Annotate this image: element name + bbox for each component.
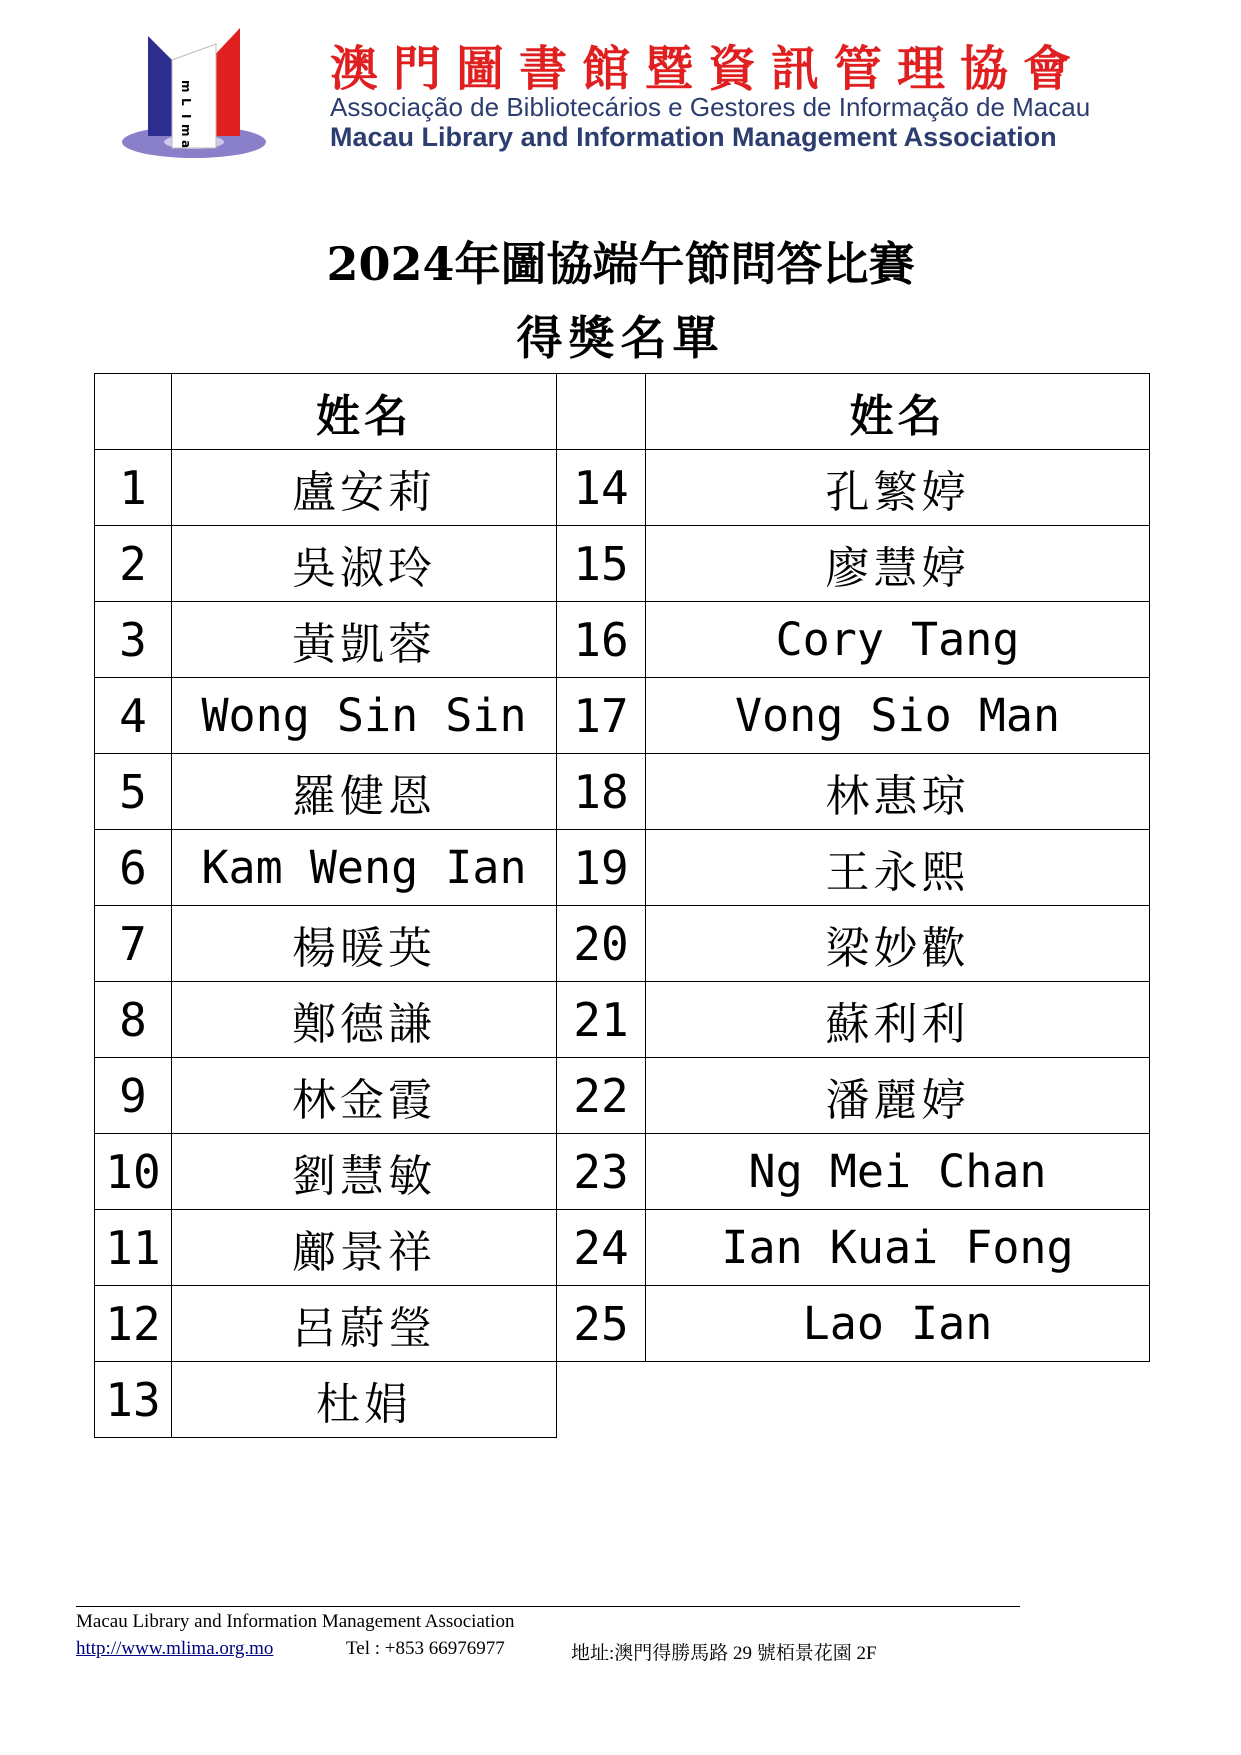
- winner-number: 5: [94, 753, 172, 830]
- footer-tel: Tel : +853 66976977: [346, 1638, 505, 1659]
- winner-number: 3: [94, 601, 172, 678]
- winner-name: 劉慧敏: [171, 1133, 557, 1210]
- winner-name: 羅健恩: [171, 753, 557, 830]
- header-name-left: 姓名: [171, 373, 557, 450]
- winner-name: 王永熙: [645, 829, 1150, 906]
- winner-number: 16: [556, 601, 646, 678]
- winner-name: 楊暖英: [171, 905, 557, 982]
- winner-name: 杜娟: [171, 1361, 557, 1438]
- winner-number: 17: [556, 677, 646, 754]
- winner-number: 2: [94, 525, 172, 602]
- winner-number: 11: [94, 1209, 172, 1286]
- svg-text:L: L: [179, 98, 193, 106]
- winner-number: 18: [556, 753, 646, 830]
- winner-number: 19: [556, 829, 646, 906]
- winner-number: 21: [556, 981, 646, 1058]
- winner-number: 20: [556, 905, 646, 982]
- org-name-portuguese: Associação de Bibliotecários e Gestores de Informação de Macau: [330, 92, 1091, 122]
- footer-contact: [76, 1638, 877, 1664]
- winner-number: 15: [556, 525, 646, 602]
- mlima-logo: [120, 24, 268, 160]
- svg-text:a: a: [179, 140, 193, 149]
- winner-number: 23: [556, 1133, 646, 1210]
- footer-divider: [76, 1606, 1020, 1607]
- org-name-english: Macau Library and Information Management Association: [330, 122, 1057, 152]
- winner-name: 林惠琼: [645, 753, 1150, 830]
- winner-name: 潘麗婷: [645, 1057, 1150, 1134]
- winner-name: 黃凱蓉: [171, 601, 557, 678]
- svg-text:m: m: [179, 124, 193, 137]
- winner-number: 14: [556, 449, 646, 526]
- website-link[interactable]: http://www.mlima.org.mo: [76, 1638, 274, 1659]
- header-blank-right: [556, 373, 646, 450]
- winner-name: Vong Sio Man: [645, 677, 1150, 754]
- org-name-chinese: 澳門圖書館暨資訊管理協會: [330, 41, 1087, 97]
- svg-text:I: I: [179, 114, 193, 119]
- winner-name: 盧安莉: [171, 449, 557, 526]
- winner-name: Lao Ian: [645, 1285, 1150, 1362]
- winner-name: 呂蔚瑩: [171, 1285, 557, 1362]
- winner-number: 4: [94, 677, 172, 754]
- winner-name: 孔繁婷: [645, 449, 1150, 526]
- winner-name: 鄺景祥: [171, 1209, 557, 1286]
- winner-name: Wong Sin Sin: [171, 677, 557, 754]
- winner-number: 9: [94, 1057, 172, 1134]
- winner-number: 22: [556, 1057, 646, 1134]
- winner-number: 8: [94, 981, 172, 1058]
- winner-number: 1: [94, 449, 172, 526]
- winner-name: 蘇利利: [645, 981, 1150, 1058]
- header-name-right: 姓名: [645, 373, 1150, 450]
- winner-number: 24: [556, 1209, 646, 1286]
- winner-name: Ng Mei Chan: [645, 1133, 1150, 1210]
- winner-number: 13: [94, 1361, 172, 1438]
- winner-name: Ian Kuai Fong: [645, 1209, 1150, 1286]
- winner-number: 6: [94, 829, 172, 906]
- document-subtitle: 得獎名單: [516, 311, 725, 365]
- winner-name: 鄭德謙: [171, 981, 557, 1058]
- winner-name: 廖慧婷: [645, 525, 1150, 602]
- winner-number: 7: [94, 905, 172, 982]
- header-blank-left: [94, 373, 172, 450]
- document-title: 2024年圖協端午節問答比賽: [326, 237, 915, 291]
- winner-number: 25: [556, 1285, 646, 1362]
- svg-text:m: m: [179, 80, 193, 93]
- winner-number: 10: [94, 1133, 172, 1210]
- winner-name: Kam Weng Ian: [171, 829, 557, 906]
- winner-name: 林金霞: [171, 1057, 557, 1134]
- footer-address: 地址:澳門得勝馬路 29 號栢景花園 2F: [571, 1643, 877, 1664]
- winner-number: 12: [94, 1285, 172, 1362]
- footer-org-name: Macau Library and Information Management Association: [76, 1611, 515, 1632]
- winner-name: Cory Tang: [645, 601, 1150, 678]
- winner-name: 吳淑玲: [171, 525, 557, 602]
- winner-name: 梁妙歡: [645, 905, 1150, 982]
